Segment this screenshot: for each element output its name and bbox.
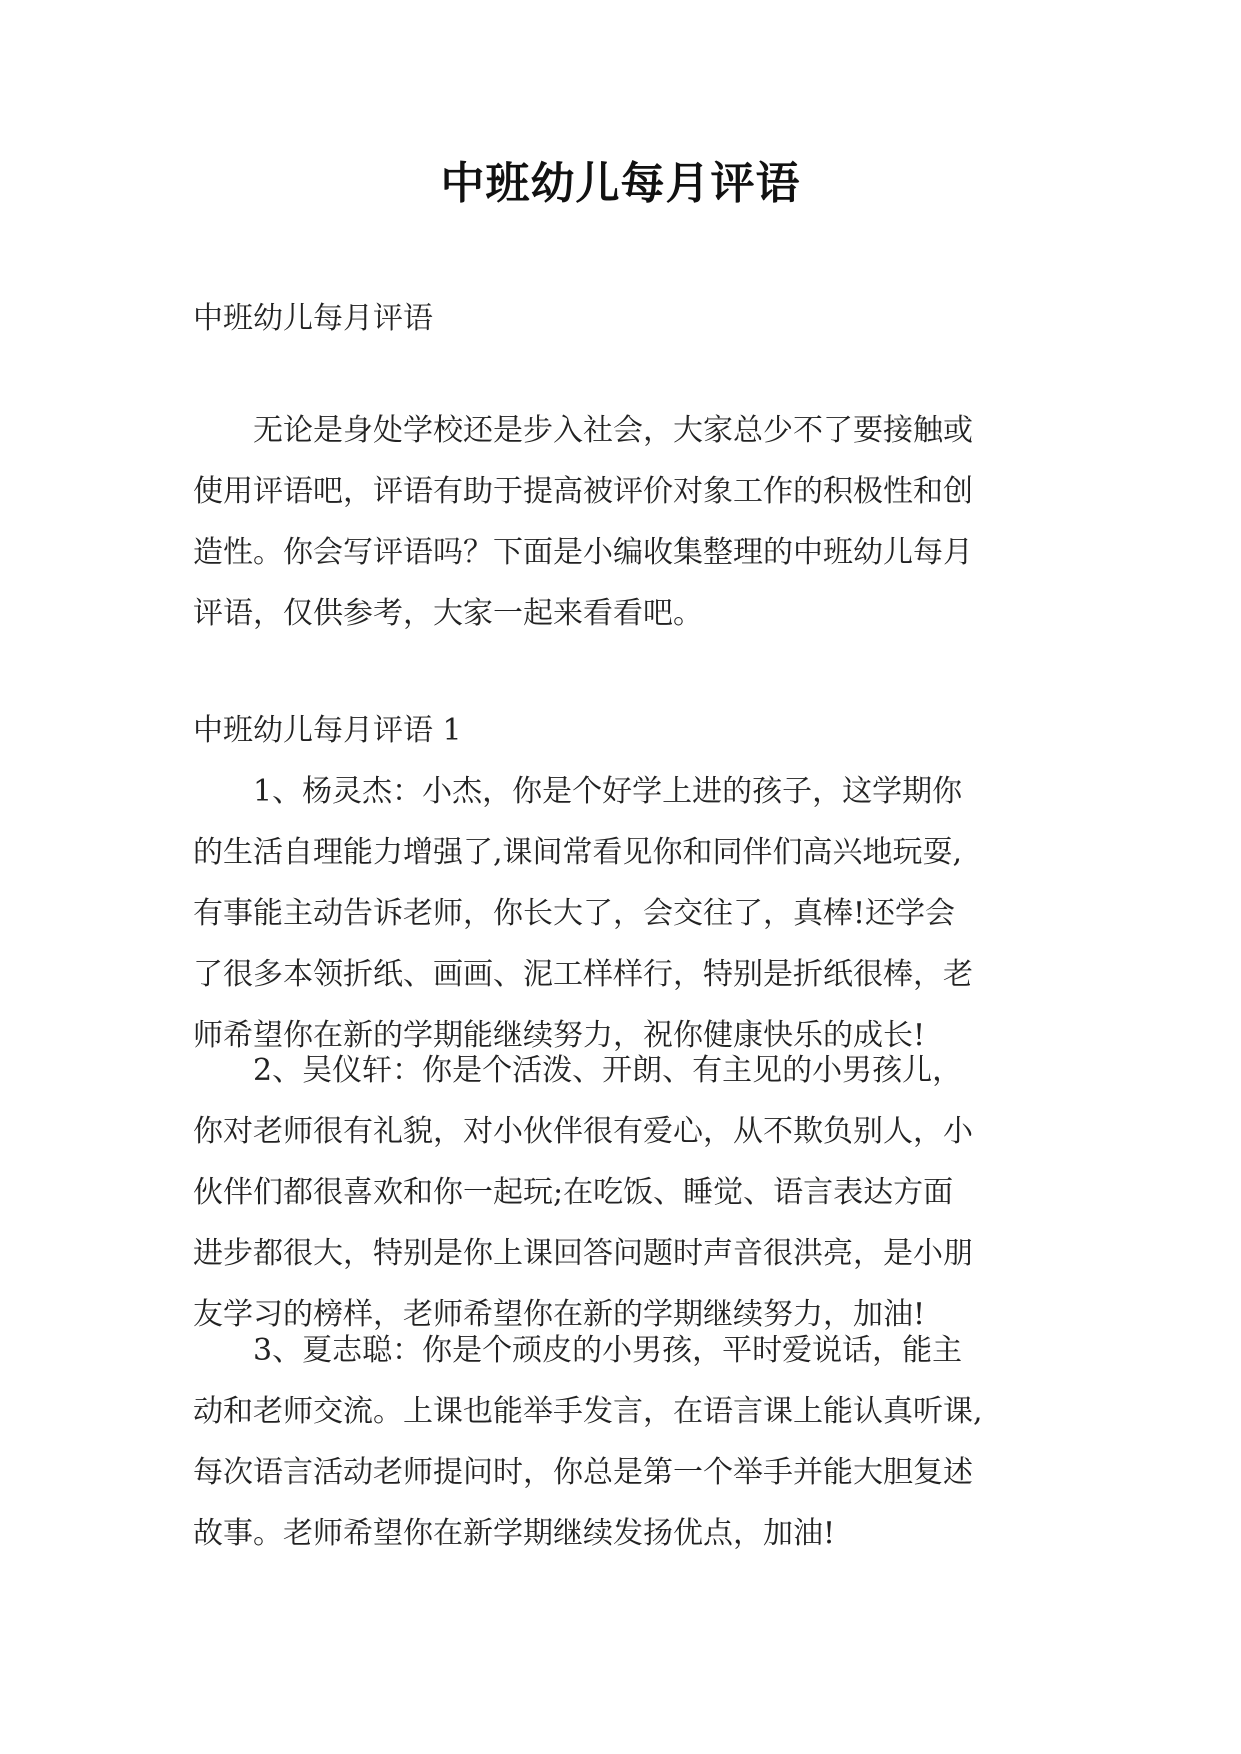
comment-line: 3、夏志聪：你是个顽皮的小男孩，平时爱说话，能主 (253, 1333, 963, 1368)
comment-line: 故事。老师希望你在新学期继续发扬优点，加油! (193, 1516, 836, 1551)
section-heading: 中班幼儿每月评语 1 (193, 713, 462, 748)
comment-line: 的生活自理能力增强了,课间常看见你和同伴们高兴地玩耍, (193, 835, 963, 870)
document-subtitle: 中班幼儿每月评语 (193, 301, 433, 336)
comment-line: 1、杨灵杰：小杰，你是个好学上进的孩子，这学期你 (253, 774, 963, 809)
comment-line: 动和老师交流。上课也能举手发言，在语言课上能认真听课, (193, 1394, 983, 1429)
comment-paragraph-2 (193, 1040, 1073, 1345)
comment-line: 2、吴仪轩：你是个活泼、开朗、有主见的小男孩儿， (253, 1053, 963, 1088)
comment-line: 你对老师很有礼貌，对小伙伴很有爱心，从不欺负别人，小 (193, 1114, 973, 1149)
comment-line: 伙伴们都很喜欢和你一起玩;在吃饭、睡觉、语言表达方面 (193, 1175, 954, 1210)
comment-paragraph-1 (193, 761, 1073, 1066)
comment-line: 有事能主动告诉老师，你长大了，会交往了，真棒!还学会 (193, 896, 956, 931)
comment-line: 了很多本领折纸、画画、泥工样样行，特别是折纸很棒，老 (193, 957, 973, 992)
comment-line: 进步都很大，特别是你上课回答问题时声音很洪亮，是小朋 (193, 1236, 973, 1271)
intro-line: 评语，仅供参考，大家一起来看看吧。 (193, 596, 703, 631)
comment-line: 师希望你在新的学期能继续努力，祝你健康快乐的成长! (193, 1018, 926, 1053)
intro-line: 无论是身处学校还是步入社会，大家总少不了要接触或 (253, 413, 973, 448)
comment-paragraph-3 (193, 1320, 1073, 1564)
document-title: 中班幼儿每月评语 (440, 158, 801, 209)
comment-line: 友学习的榜样，老师希望你在新的学期继续努力，加油! (193, 1297, 926, 1332)
intro-line: 造性。你会写评语吗？下面是小编收集整理的中班幼儿每月 (193, 535, 973, 570)
comment-line: 每次语言活动老师提问时，你总是第一个举手并能大胆复述 (193, 1455, 973, 1490)
intro-paragraph (193, 400, 1073, 644)
intro-line: 使用评语吧，评语有助于提高被评价对象工作的积极性和创 (193, 474, 973, 509)
